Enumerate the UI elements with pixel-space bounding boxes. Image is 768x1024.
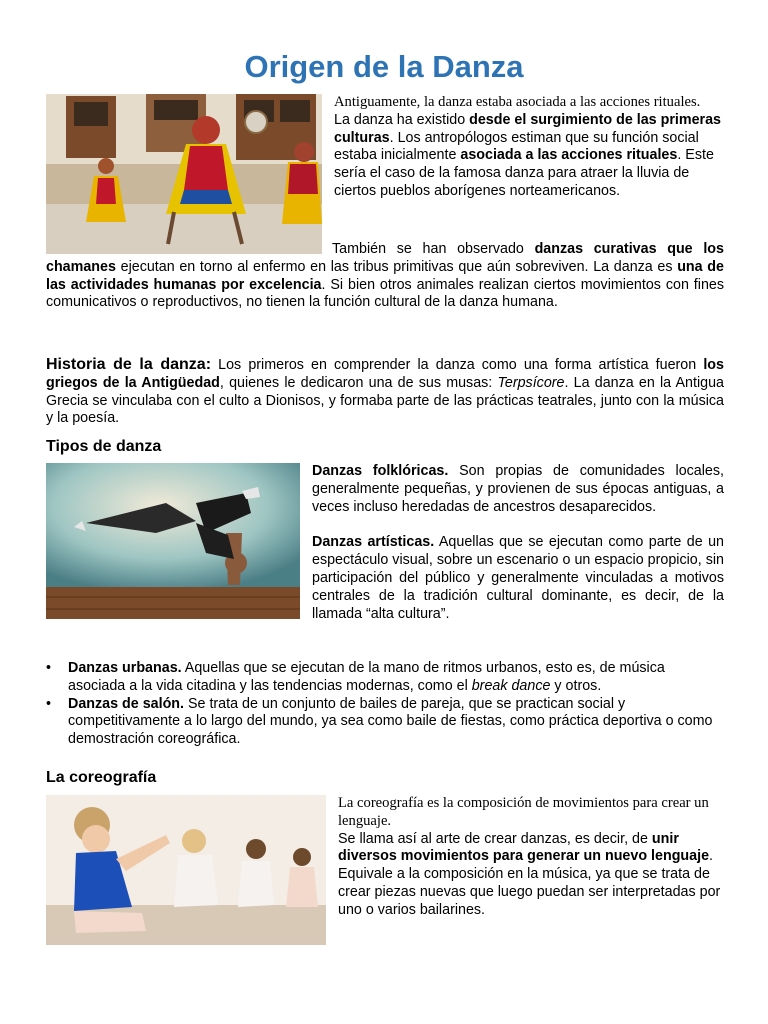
historia-heading: Historia de la danza: — [46, 356, 212, 373]
italic-run: Terpsícore — [497, 374, 565, 391]
list-item — [46, 696, 724, 749]
text-run: También se han observado — [332, 241, 535, 257]
coreografia-serif-line: La coreografía es la composición de movimientos para crear un lenguaje. — [338, 795, 709, 829]
text-run: . Si bien otros animales realizan ciertos movimientos con fines comunicativos o reproductivos, no tienen la función cultural de la danza humana. — [46, 276, 724, 311]
italic-run: break dance — [471, 677, 551, 694]
coreografia-heading: La coreografía — [46, 769, 157, 786]
bold-run: asociada a las acciones rituales — [460, 147, 678, 164]
ballet-class-photo — [46, 795, 326, 945]
intro-paragraph-2-block — [46, 241, 724, 312]
intro-serif-line: Antiguamente, la danza estaba asociada a las acciones rituales. — [334, 94, 701, 110]
text-run: La danza ha existido — [334, 111, 470, 128]
bold-run: danzas curativas que los chamanes — [46, 241, 724, 275]
text-run: . La danza en la Antigua Grecia se vinculaba con el culto a Dionisos, y formaba parte de las prácticas teatrales, junto con la música y la poesía. — [46, 374, 724, 427]
dance-types-list — [46, 660, 724, 749]
historia-section — [46, 356, 724, 428]
ritual-dance-illustration — [46, 94, 322, 254]
text-run: . Este sería el caso de la famosa danza para atraer la lluvia de ciertos pueblos aborígenes norteamericanos. — [334, 147, 714, 199]
text-run: ejecutan en torno al enfermo en las tribus primitivas que aún sobreviven. La danza es — [115, 258, 678, 275]
tipos-heading: Tipos de danza — [46, 438, 162, 455]
breakdance-photo — [46, 463, 300, 619]
tipos-section — [46, 463, 724, 623]
bold-run: desde el surgimiento de las primeras culturas — [334, 111, 722, 146]
coreografia-section — [46, 795, 724, 949]
text-run: Aquellas que se ejecutan de la mano de ritmos urbanos, esto es, de música asociada a la vida citadina y las tendencias modernas, como el — [68, 660, 665, 694]
text-run: . Los antropólogos estiman que su función social estaba inicialmente — [334, 129, 699, 164]
list-item — [46, 660, 724, 696]
historia-paragraph — [46, 356, 724, 428]
folk-label: Danzas folklóricas. — [312, 463, 449, 479]
ballet-class-illustration — [46, 795, 326, 945]
bullet-icon: • — [46, 660, 52, 676]
text-run: , quienes le dedicaron una de sus musas: — [219, 374, 498, 391]
text-run: Los primeros en comprender la danza como una forma artística fueron — [211, 357, 704, 373]
text-run: Aquellas que se ejecutan como parte de un espectáculo visual, sobre un escenario o un espacio propicio, sin participación del público y generalmente vinculadas a motivos centrales de la tradición cultural dominante, es decir, de la llamada “alta cultura”. — [312, 534, 724, 622]
text-run: . Equivale a la composición en la música, ya que se trata de crear piezas nuevas que luego puedan ser interpretadas por uno o varios bailarines. — [338, 848, 721, 918]
bold-run: una de las actividades humanas por excelencia — [46, 258, 724, 293]
art-label: Danzas artísticas. — [312, 534, 435, 551]
bold-run: los griegos de la Antigüedad — [46, 357, 724, 391]
intro-section — [46, 94, 724, 258]
text-run: Se llama así al arte de crear danzas, es decir, de — [338, 830, 652, 847]
breakdance-illustration — [46, 463, 300, 619]
text-run: Son propias de comunidades locales, generalmente pequeñas, y provienen de sus épocas antiguas, a veces incluso heredadas de ancestros desaparecidos. — [312, 463, 724, 515]
text-run: y otros. — [550, 677, 602, 694]
bullet-icon: • — [46, 695, 52, 712]
intro-paragraph-2 — [46, 241, 724, 312]
text-run: Se trata de un conjunto de bailes de pareja, que se practican social y competitivamente a lo largo del mundo, ya sea como baile de fiestas, como práctica deportiva o como demostración coreográfica. — [68, 695, 713, 748]
bold-run: Danzas urbanas. — [68, 660, 182, 676]
bold-run: Danzas de salón. — [68, 695, 185, 712]
ritual-dance-photo — [46, 94, 322, 254]
bold-run: unir diversos movimientos para generar un nuevo lenguaje — [338, 830, 710, 865]
page-title: Origen de la Danza — [244, 49, 524, 84]
